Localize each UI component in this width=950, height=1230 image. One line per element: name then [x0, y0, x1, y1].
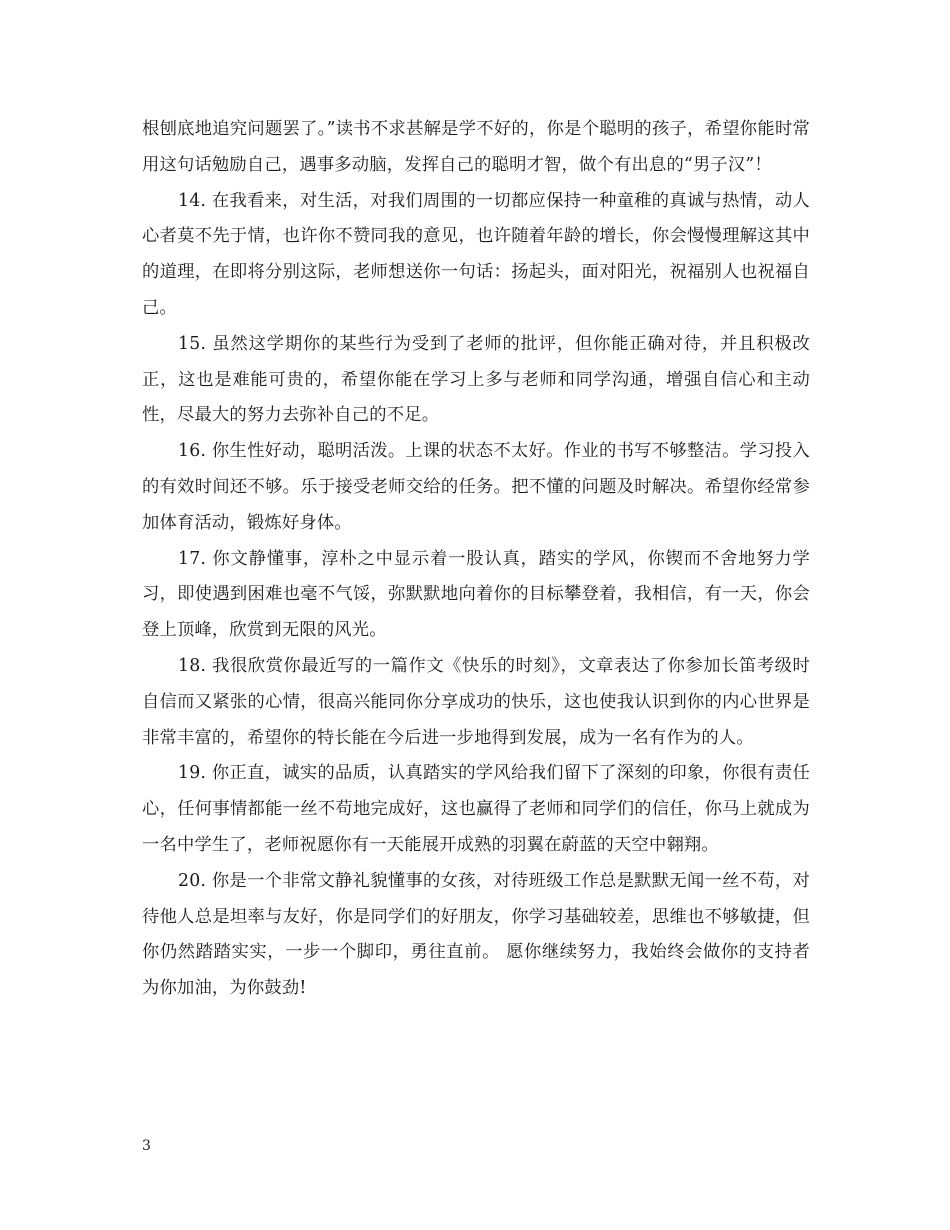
paragraph-item-15: 15. 虽然这学期你的某些行为受到了老师的批评，但你能正确对待，并且积极改正，这也是难能可贵的，希望你能在学习上多与老师和同学沟通，增强自信心和主动性，尽最大的努力去弥补自己的不足。 [142, 333, 810, 426]
paragraph-item-18: 18. 我很欣赏你最近写的一篇作文《快乐的时刻》，文章表达了你参加长笛考级时自信而又紧张的心情，很高兴能同你分享成功的快乐，这也使我认识到你的内心世界是非常丰富的，希望你的特长能在今后进一步地得到发展，成为一名有作为的人。 [142, 655, 810, 748]
paragraph-item-19: 19. 你正直，诚实的品质，认真踏实的学风给我们留下了深刻的印象，你很有责任心，任何事情都能一丝不苟地完成好，这也赢得了老师和同学们的信任，你马上就成为一名中学生了，老师祝愿你有一天能展开成熟的羽翼在蔚蓝的天空中翱翔。 [142, 763, 810, 855]
paragraph-item-14: 14. 在我看来，对生活，对我们周围的一切都应保持一种童稚的真诚与热情，动人心者莫不先于情，也许你不赞同我的意见，也许随着年龄的增长，你会慢慢理解这其中的道理，在即将分别这际，老师想送你一句话：扬起头，面对阳光，祝福别人也祝福自己。 [142, 190, 810, 318]
paragraph-item-20: 20. 你是一个非常文静礼貌懂事的女孩，对待班级工作总是默默无闻一丝不苟，对待他人总是坦率与友好，你是同学们的好朋友，你学习基础较差，思维也不够敏捷，但你仍然踏踏实实，一步一个脚印，勇往直前。 愿你继续努力，我始终会做你的支持者为你加油，为你鼓劲! [142, 870, 810, 999]
page-number: 3 [142, 1138, 151, 1154]
paragraph-item-17: 17. 你文静懂事，淳朴之中显示着一股认真，踏实的学风，你锲而不舍地努力学习，即使遇到困难也毫不气馁，弥默默地向着你的目标攀登着，我相信，有一天，你会登上顶峰，欣赏到无限的风光。 [142, 548, 810, 641]
paragraph-item-16: 16. 你生性好动，聪明活泼。上课的状态不太好。作业的书写不够整洁。学习投入的有效时间还不够。乐于接受老师交给的任务。把不懂的问题及时解决。希望你经常参加体育活动，锻炼好身体。 [142, 441, 810, 533]
paragraph-continuation: 根刨底地追究问题罢了。”读书不求甚解是学不好的，你是个聪明的孩子，希望你能时常用这句话勉励自己，遇事多动脑，发挥自己的聪明才智，做个有出息的“男子汉”！ [142, 119, 810, 175]
document-body [142, 112, 810, 1007]
